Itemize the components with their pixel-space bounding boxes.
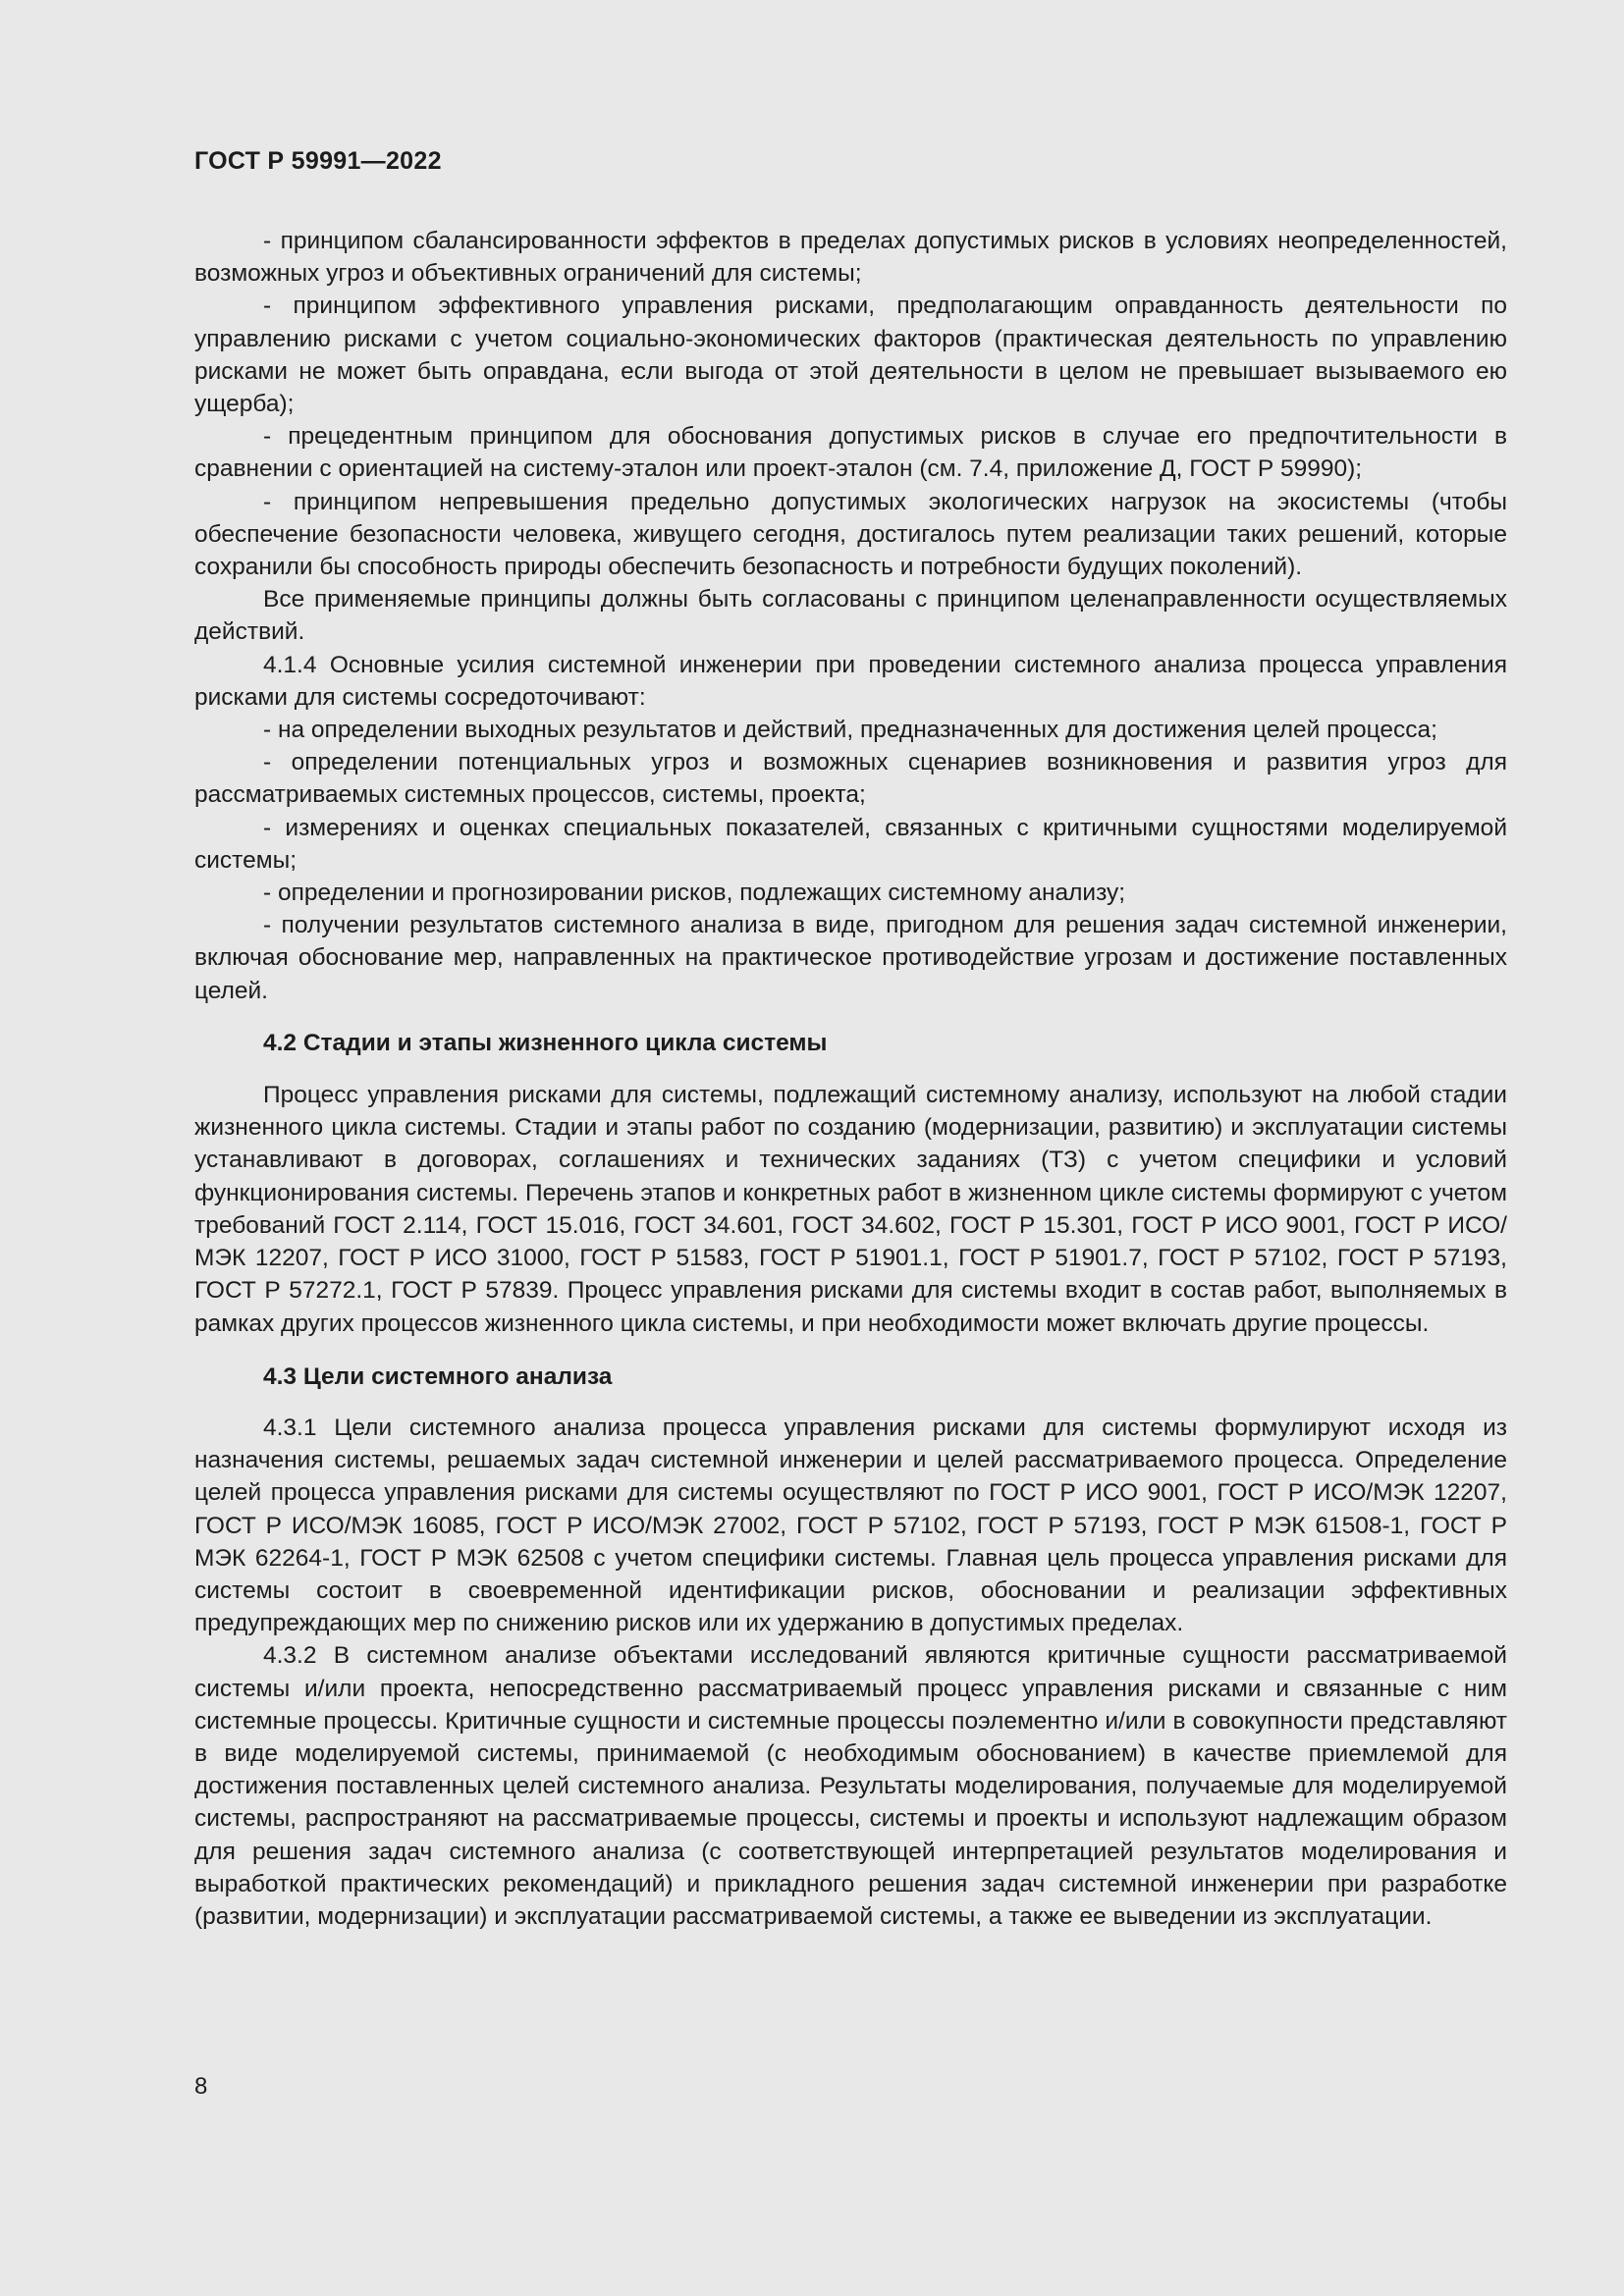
page-content [194, 225, 1507, 1933]
principles-conclusion: Все применяемые принципы должны быть согласованы с принципом целенаправленности осуществляемых действий. [194, 586, 1507, 646]
document-header: ГОСТ Р 59991—2022 [194, 147, 442, 175]
list-item-balance-principle: - принципом сбалансированности эффектов в пределах допустимых рисков в условиях неопределенностей, возможных угроз и объективных ограничений для системы; [194, 228, 1507, 288]
section-4-2-heading: 4.2 Стадии и этапы жизненного цикла системы [263, 1029, 828, 1056]
clause-4-1-4-item-measurements: - измерениях и оценках специальных показателей, связанных с критичными сущностями моделируемой системы; [194, 814, 1507, 874]
list-item-effective-management-principle: - принципом эффективного управления рисками, предполагающим оправданность деятельности по управлению рисками с учетом социально-экономических факторов (практическая деятельность по управлению рисками не может быть оправдана, если выгода от этой деятельности в целом не превышает вызываемого ею ущерба); [194, 293, 1507, 418]
list-item-precedent-principle: - прецедентным принципом для обоснования допустимых рисков в случае его предпочтительности в сравнении с ориентацией на систему-эталон или проект-эталон (см. 7.4, приложение Д, ГОСТ Р 59990); [194, 423, 1507, 483]
clause-4-1-4-item-forecasting: - определении и прогнозировании рисков, подлежащих системному анализу; [263, 880, 1126, 907]
clause-4-1-4-item-threats: - определении потенциальных угроз и возможных сценариев возникновения и развития угроз для рассматриваемых системных процессов, системы, проекта; [194, 749, 1507, 809]
clause-4-1-4-item-results: - получении результатов системного анализа в виде, пригодном для решения задач системной инженерии, включая обоснование мер, направленных на практическое противодействие угрозам и достижение поставленных целей. [194, 912, 1507, 1004]
clause-4-1-4-item-outputs: - на определении выходных результатов и действий, предназначенных для достижения целей процесса; [263, 717, 1437, 744]
clause-4-3-1: 4.3.1 Цели системного анализа процесса управления рисками для системы формулируют исходя из назначения системы, решаемых задач системной инженерии и целей рассматриваемого процесса. Определение целей процесса управления рисками для системы осуществляют по ГОСТ Р ИСО 9001, ГОСТ Р ИСО/МЭК 12207, ГОСТ Р ИСО/МЭК 16085, ГОСТ Р ИСО/МЭК 27002, ГОСТ Р 57102, ГОСТ Р 57193, ГОСТ Р МЭК 61508-1, ГОСТ Р МЭК 62264-1, ГОСТ Р МЭК 62508 с учетом специфики системы. Главная цель процесса управления рисками для системы состоит в своевременной идентификации рисков, обосновании и реализации эффективных предупреждающих мер по снижению рисков или их удержанию в допустимых пределах. [194, 1414, 1507, 1637]
section-4-2-paragraph: Процесс управления рисками для системы, подлежащий системному анализу, используют на любой стадии жизненного цикла системы. Стадии и этапы работ по созданию (модернизации, развитию) и эксплуатации системы устанавливают в договорах, соглашениях и технических заданиях (ТЗ) с учетом специфики и условий функционирования системы. Перечень этапов и конкретных работ в жизненном цикле системы формируют с учетом требований ГОСТ 2.114, ГОСТ 15.016, ГОСТ 34.601, ГОСТ 34.602, ГОСТ Р 15.301, ГОСТ Р ИСО 9001, ГОСТ Р ИСО/МЭК 12207, ГОСТ Р ИСО 31000, ГОСТ Р 51583, ГОСТ Р 51901.1, ГОСТ Р 51901.7, ГОСТ Р 57102, ГОСТ Р 57193, ГОСТ Р 57272.1, ГОСТ Р 57839. Процесс управления рисками для системы входит в состав работ, выполняемых в рамках других процессов жизненного цикла системы, и при необходимости может включать другие процессы. [194, 1082, 1507, 1337]
section-4-3-heading: 4.3 Цели системного анализа [263, 1362, 613, 1390]
list-item-ecological-principle: - принципом непревышения предельно допустимых экологических нагрузок на экосистемы (чтобы обеспечение безопасности человека, живущего сегодня, достигалось путем реализации таких решений, которые сохранили бы способность природы обеспечить безопасность и потребности будущих поколений). [194, 488, 1507, 581]
clause-4-1-4-intro: 4.1.4 Основные усилия системной инженерии при проведении системного анализа процесса управления рисками для системы сосредоточивают: [194, 651, 1507, 711]
page-number: 8 [194, 2073, 208, 2100]
clause-4-3-2: 4.3.2 В системном анализе объектами исследований являются критичные сущности рассматриваемой системы и/или проекта, непосредственно рассматриваемый процесс управления рисками и связанные с ним системные процессы. Критичные сущности и системные процессы поэлементно и/или в совокупности представляют в виде моделируемой системы, принимаемой (с необходимым обоснованием) в качестве приемлемой для достижения поставленных целей системного анализа. Результаты моделирования, получаемые для моделируемой системы, распространяют на рассматриваемые процессы, системы и проекты и используют надлежащим образом для решения задач системного анализа (с соответствующей интерпретацией результатов моделирования и выработкой практических рекомендаций) и прикладного решения задач системной инженерии при разработке (развитии, модернизации) и эксплуатации рассматриваемой системы, а также ее выведении из эксплуатации. [194, 1642, 1507, 1930]
